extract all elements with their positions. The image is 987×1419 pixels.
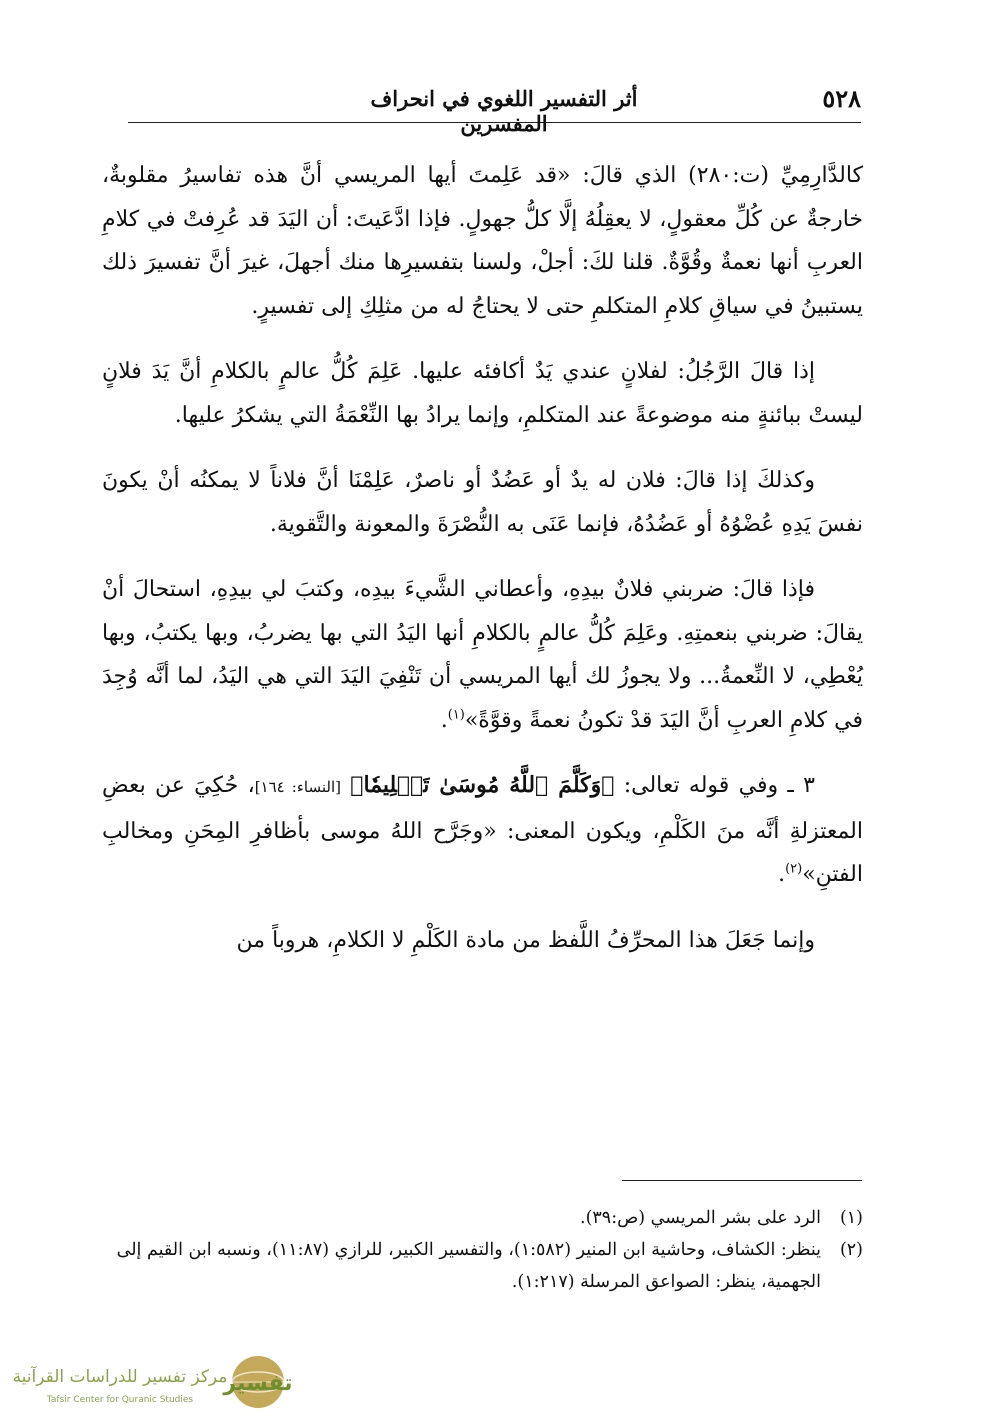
running-title: أثر التفسير اللغوي في انحراف المفسرين: [370, 86, 638, 136]
paragraph-darimi-quote: كالدَّارِمِيِّ (ت:٢٨٠) الذي قالَ: «قد عَلِمتَ أيها المريسي أنَّ هذه تفاسيرُ مقلوبةٌ، خارجةٌ عن كُلِّ معقولٍ، لا يعقِلُهُ إلَّا كلُّ جهولٍ. فإذا ادَّعَيتَ: أن اليَدَ قد عُرِفتْ في كلامِ العربِ أنها نعمةٌ وقُوَّةٌ. قلنا لكَ: أجلْ، ولسنا بتفسيرِها منك أجهلَ، غيرَ أنَّ تفسيرَ ذلك يستبينُ في سياقِ كلامِ المتكلمِ حتى لا يحتاجُ له من مثلِكِ إلى تفسيرٍ.: [102, 163, 864, 319]
paragraph-literal-hand: فإذا قالَ: ضربني فلانٌ بيدِهِ، وأعطاني الشَّيءَ بيدِه، وكتبَ لي بيدِهِ، استحالَ أنْ يقالَ: ضربني بنعمتِهِ. وعَلِمَ كُلُّ عالمٍ بالكلامِ أنها اليَدُ التي بها يضربُ، وبها يكتبُ، وبها يُعْطِي، لا النِّعمةُ... ولا يجوزُ لك أيها المريسي أن تَنْفِيَ اليَدَ التي هي اليَدُ، لما أنَّه وُجِدَ في كلامِ العربِ أنَّ اليَدَ قدْ تكونُ نعمةً وقوَّةً»$^{(١)}$.: [102, 577, 863, 733]
footnote-2: [110, 1234, 863, 1298]
footnote-number: (٢): [839, 1240, 863, 1260]
footnote-1: [110, 1202, 863, 1234]
verse-citation: [النساء: ١٦٤]: [254, 778, 341, 796]
page-header: [128, 82, 861, 136]
footnote-divider: [622, 1180, 862, 1181]
footnotes: [110, 1202, 863, 1298]
paragraph-kalm-root: وإنما جَعَلَ هذا المحرِّفُ اللَّفظ من مادة الكَلْمِ لا الكلامِ، هروباً من: [236, 927, 815, 953]
tafsir-center-logo: [8, 1352, 298, 1412]
footnote-ref-1[interactable]: (١): [447, 707, 465, 723]
quran-verse: ﴿وَكَلَّمَ ٱللَّهُ مُوسَىٰ تَكۡلِيمٗا﴾: [350, 772, 615, 798]
logo-arabic-name: مركز تفسير للدراسات القرآنية: [12, 1367, 228, 1387]
footnote-text: الرد على بشر المريسي (ص:٣٩).: [580, 1208, 821, 1228]
logo-graphic: [8, 1352, 298, 1412]
page-number: ٥٢٨: [822, 84, 861, 113]
paragraph-hand-favor: إذا قالَ الرَّجُلُ: لفلانٍ عندي يَدٌ أكافئه عليها. عَلِمَ كُلُّ عالمٍ بالكلامِ أنَّ يَدَ فلانٍ ليستْ ببائنةٍ منه موضوعةً عند المتكلمِ، وإنما يرادُ بها النِّعْمَةُ التي يشكرُ عليها.: [102, 359, 863, 428]
paragraph-support-meaning: وكذلكَ إذا قالَ: فلان له يدٌ أو عَضُدٌ أو ناصرٌ، عَلِمْنَا أنَّ فلاناً لا يمكنُه أنْ يكونَ نفسَ يَدِهِ عُضْوُهُ أو عَضُدُهُ، فإنما عَنَى به النُّصْرَةَ والمعونة والتَّقوية.: [102, 468, 863, 537]
footnote-number: (١): [839, 1208, 863, 1228]
footnote-text: ينظر: الكشاف، وحاشية ابن المنير (١:٥٨٢)، والتفسير الكبير، للرازي (١١:٨٧)، ونسبه ابن القيم إلى الجهمية، ينظر: الصواعق المرسلة (١:٢١٧).: [116, 1240, 821, 1292]
logo-word: تفسير: [223, 1371, 293, 1396]
footnote-ref-2[interactable]: (٢): [785, 861, 803, 877]
logo-english-name: Tafsir Center for Quranic Studies: [46, 1395, 194, 1405]
main-text: [102, 154, 863, 984]
paragraph-musa-verse: ٣ ـ وفي قوله تعالى: ﴿وَكَلَّمَ ٱللَّهُ مُوسَىٰ تَكۡلِيمٗا﴾ [النساء: ١٦٤]، حُكِيَ عن بعضِ المعتزلةِ أنَّه منَ الكَلْمِ، ويكون المعنى: «وجَرَّح اللهُ موسى بأظافرِ المِحَنِ ومخالبِ الفتنِ»$^{(٢)}$.: [102, 772, 864, 887]
